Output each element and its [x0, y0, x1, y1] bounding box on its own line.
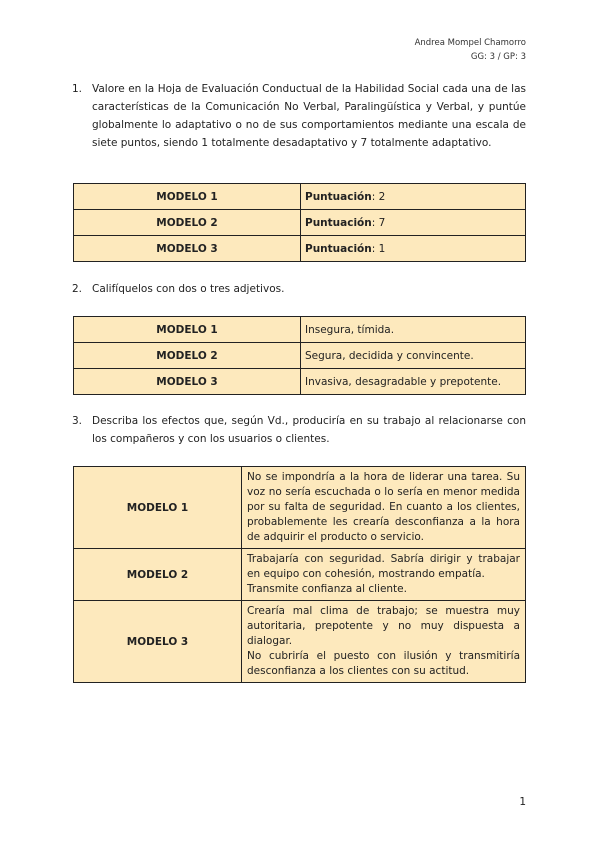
adjectives-cell: Insegura, tímida.	[301, 317, 526, 343]
group-info: GG: 3 / GP: 3	[470, 52, 526, 62]
table-row	[74, 317, 526, 343]
table-row	[74, 184, 526, 210]
adjectives-table	[73, 316, 526, 395]
model-label: MODELO 1	[74, 467, 242, 549]
table-row	[74, 236, 526, 262]
question-text: Valore en la Hoja de Evaluación Conductual de la Habilidad Social cada una de las características de la Comunicación No Verbal, Paralingüística y Verbal, y puntúe globalmente lo adaptativo o no de sus comportamientos mediante una escala de siete puntos, siendo 1 totalmente desadaptativo y 7 totalmente adaptativo.	[92, 83, 526, 149]
score-value: : 7	[371, 216, 386, 229]
table-row	[74, 601, 526, 683]
model-label: MODELO 1	[74, 317, 301, 343]
model-label: MODELO 3	[74, 601, 242, 683]
model-label: MODELO 1	[74, 184, 301, 210]
score-label: Puntuación	[305, 190, 372, 203]
score-label: Puntuación	[305, 242, 372, 255]
model-label: MODELO 3	[74, 236, 301, 262]
model-label: MODELO 2	[74, 549, 242, 601]
effects-line: Crearía mal clima de trabajo; se muestra muy autoritaria, prepotente y no muy dispuesta a dialogar.	[247, 605, 520, 647]
effects-table	[73, 466, 526, 683]
adjectives-cell: Segura, decidida y convincente.	[301, 343, 526, 369]
score-label: Puntuación	[305, 216, 372, 229]
table-row	[74, 369, 526, 395]
table-row	[74, 467, 526, 549]
table-row	[74, 210, 526, 236]
model-label: MODELO 2	[74, 210, 301, 236]
effects-line: No cubriría el puesto con ilusión y transmitiría desconfianza a los clientes con su actitud.	[247, 650, 520, 677]
question-number: 1.	[72, 83, 83, 95]
effects-cell	[242, 601, 526, 683]
effects-cell	[242, 549, 526, 601]
model-label: MODELO 2	[74, 343, 301, 369]
table-row	[74, 549, 526, 601]
model-label: MODELO 3	[74, 369, 301, 395]
page-header	[415, 36, 526, 64]
question-2	[72, 280, 526, 298]
score-cell	[301, 236, 526, 262]
score-cell	[301, 184, 526, 210]
page-number: 1	[519, 796, 526, 808]
author-name: Andrea Mompel Chamorro	[414, 38, 526, 48]
question-text: Califíquelos con dos o tres adjetivos.	[92, 283, 285, 295]
score-value: : 1	[371, 242, 386, 255]
score-value: : 2	[371, 190, 386, 203]
question-text: Describa los efectos que, según Vd., produciría en su trabajo al relacionarse con los compañeros y con los usuarios o clientes.	[92, 415, 526, 445]
question-1	[72, 80, 526, 152]
adjectives-cell: Invasiva, desagradable y prepotente.	[301, 369, 526, 395]
effects-line: Trabajaría con seguridad. Sabría dirigir y trabajar en equipo con cohesión, mostrando empatía.	[247, 553, 520, 580]
effects-line: No se impondría a la hora de liderar una tarea. Su voz no sería escuchada o lo sería en menor medida por su falta de seguridad. En cuanto a los clientes, probablemente les crearía desconfianza a la hora de adquirir el producto o servicio.	[247, 471, 520, 543]
question-3	[72, 412, 526, 448]
effects-cell	[242, 467, 526, 549]
score-cell	[301, 210, 526, 236]
question-number: 2.	[72, 283, 83, 295]
table-row	[74, 343, 526, 369]
question-number: 3.	[72, 415, 83, 427]
scores-table	[73, 183, 526, 262]
effects-line: Transmite confianza al cliente.	[247, 583, 407, 595]
